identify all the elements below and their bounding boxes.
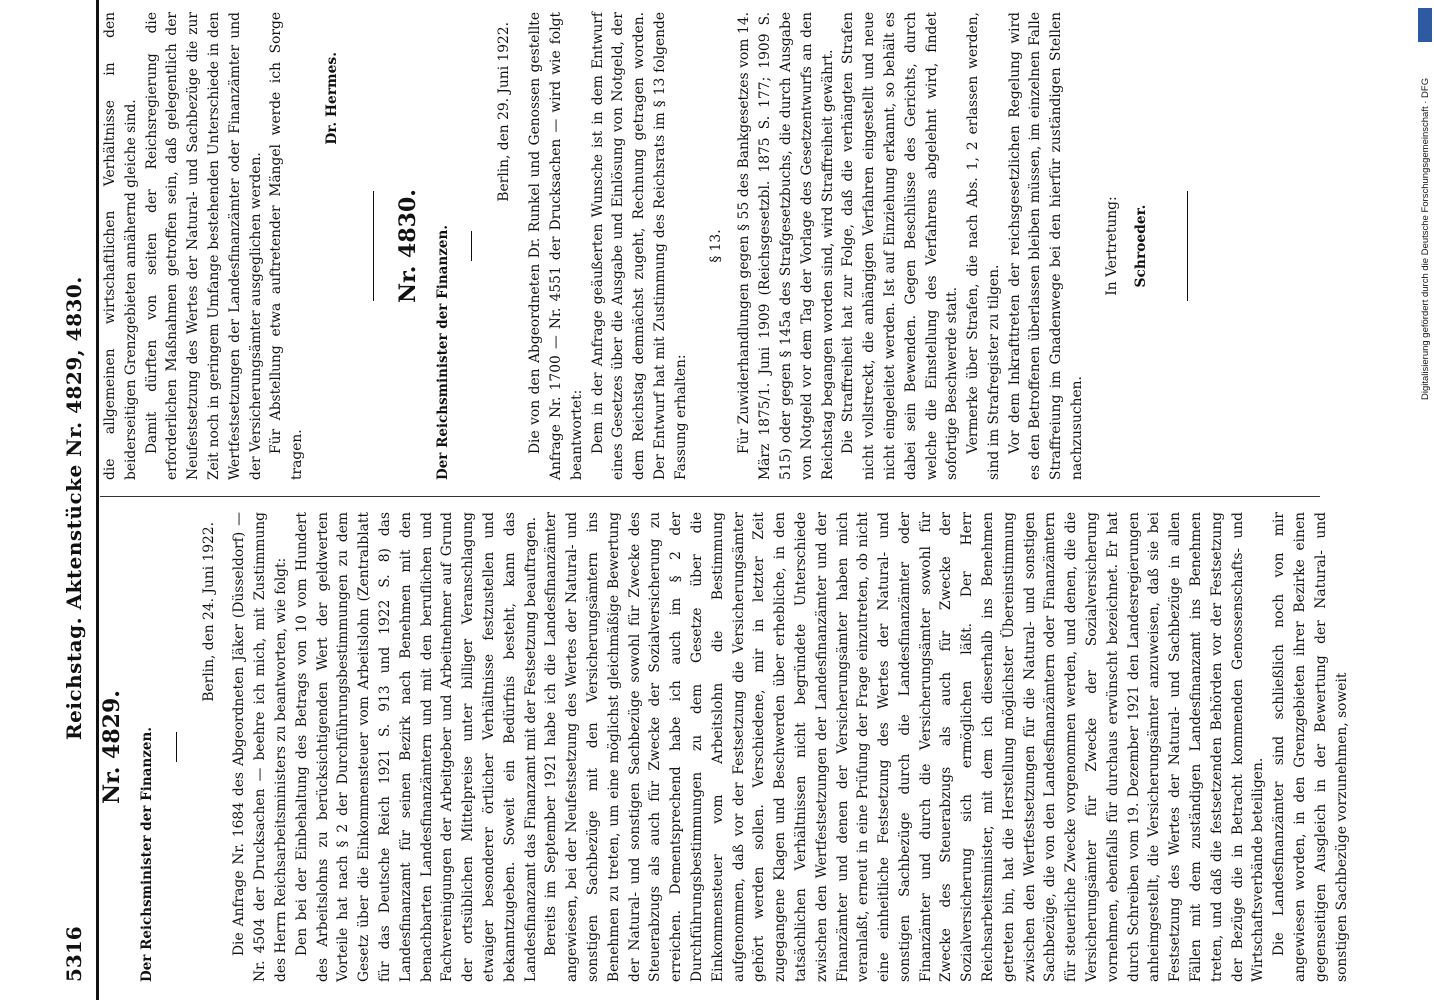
signature-intro: In Vertretung:	[1103, 196, 1120, 296]
page-title: Reichstag. Aktenstücke Nr. 4829, 4830.	[62, 276, 86, 740]
signature: Dr. Hermes.	[323, 52, 340, 145]
column-divider	[100, 496, 1320, 497]
paragraph: Die Anfrage Nr. 1684 des Abgeordneten Jäker (Düsseldorf) — Nr. 4504 der Drucksachen — beehre ich mich, mit Zustimmung des Herrn Reichsarbeitsministers zu beantworten, wie folgt:	[231, 512, 289, 982]
paragraph: Die von den Abgeordneten Dr. Runkel und Genossen gestellte Anfrage Nr. 1700 — Nr. 4551 der Drucksachen — wird wie folgt beantwortet:	[527, 12, 585, 480]
doc-sender: Der Reichsminister der Finanzen.	[434, 225, 451, 480]
header-rule	[96, 0, 99, 1000]
short-rule	[373, 191, 374, 301]
short-rule	[471, 231, 472, 261]
paragraph: Für Zuwiderhandlungen gegen § 55 des Bankgesetzes vom 14. März 1875/1. Juni 1909 (Reichsgesetzbl. 1875 S. 177; 1909 S. 515) oder gegen § 145a des Strafgesetzbuchs, die durch Ausgabe von Notgeld vor dem Tag der Vorlage des Gesetzentwurfs an den Reichstag begangen worden sind, wird Straffreiheit gewährt.	[736, 12, 836, 480]
paragraph: Den bei der Einbehaltung des Betrags von 10 vom Hundert des Arbeitslohns zu berücksichtigenden Wert der geldwerten Vorteile hat nach § 2 der Durchführungsbestimmungen zu dem Gesetz über die Einkommensteuer vom Arbeitslohn (Zentralblatt für das Deutsche Reich 1921 S. 913 und 1922 S. 8) das Landesfinanzamt für seinen Bezirk nach Benehmen mit den benachbarten Landesfinanzämtern und mit den beruflichen und Fachvereinigungen der Arbeitgeber und Arbeitnehmer auf Grund der ortsüblichen Mittelpreise unter billiger Veranschlagung etwaiger besonderer örtlicher Verhältnisse festzustellen und bekanntzugeben. Soweit ein Bedürfnis besteht, kann das Landesfinanzamt das Finanzamt mit der Festsetzung beauftragen.	[293, 512, 539, 982]
paragraph: die allgemeinen wirtschaftlichen Verhältnisse in den beiderseitigen Grenzgebieten annähernd gleiche sind.	[102, 12, 139, 480]
short-rule	[176, 732, 177, 762]
paragraph: Die Straffreiheit hat zur Folge, daß die verhängten Strafen nicht vollstreckt, die anhängigen Verfahren eingestellt und neue nicht eingeleitet werden. Ist auf Einziehung erkannt, so behält es dabei sein Bewenden. Gegen Beschlüsse des Gerichts, durch welche die Einstellung des Verfahrens abgelehnt wird, findet sofortige Beschwerde statt.	[840, 12, 961, 480]
credit-text: Digitalisierung gefördert durch die Deutsche Forschungsgemeinschaft · DFG	[1420, 77, 1431, 400]
page-header	[56, 0, 96, 1000]
section-heading: § 13.	[707, 229, 724, 263]
paragraph: Vor dem Inkrafttreten der reichsgesetzlichen Regelung wird es den Betroffenen überlassen bleiben müssen, im einzelnen Falle Straffreiung im Gnadenwege bei den hierfür zuständigen Stellen nachzusuchen.	[1006, 12, 1086, 480]
doc-number: Nr. 4830.	[394, 189, 421, 303]
paragraph: Dem in der Anfrage geäußerten Wunsche ist in dem Entwurf eines Gesetzes über die Ausgabe und Einlösung von Notgeld, der dem Reichstag demnächst zugeht, Rechnung getragen worden. Der Entwurf hat mit Zustimmung des Reichsrats im § 13 folgende Fassung erhalten:	[589, 12, 689, 480]
page-number: 5316	[62, 926, 86, 982]
paragraph: Damit dürften von seiten der Reichsregierung die erforderlichen Maßnahmen getroffen sein, daß gelegentlich der Neufestsetzung des Wertes der Natural- und Sachbezüge die zur Zeit noch in geringem Umfange bestehenden Unterschiede in den Wertfestsetzungen der Landesfinanzämter oder Finanzämter und der Versicherungsämter ausgeglichen werden.	[143, 12, 264, 480]
paragraph: Für Abstellung etwa auftretender Mängel werde ich Sorge tragen.	[268, 12, 306, 480]
paragraph: Die Landesfinanzämter sind schließlich noch von mir angewiesen worden, in den Grenzgebieten ihrer Bezirke einen gegenseitigen Ausgleich in der Bewertung der Natural- und sonstigen Sachbezüge vorzunehmen, soweit	[1271, 512, 1350, 982]
paragraph: Vermerke über Strafen, die nach Abs. 1, 2 erlassen werden, sind im Strafregister zu tilgen.	[965, 12, 1002, 480]
digitization-credit	[1418, 10, 1432, 990]
doc-date: Berlin, den 24. Juni 1922.	[200, 522, 217, 702]
column-right	[100, 12, 1188, 480]
paragraph: Bereits im September 1921 habe ich die Landesfinanzämter angewiesen, bei der Neufestsetzung des Wertes der Natural- und sonstigen Sachbezüge mit den Versicherungsämtern ins Benehmen zu treten, um eine möglichst gleichmäßige Bewertung der Natural- und sonstigen Sachbezüge sowohl für Zwecke des Steuerabzugs als auch für Zwecke der Sozialversicherung zu erreichen. Dementsprechend habe ich auch im § 2 der Durchführungsbestimmungen zu dem Gesetze über die Einkommensteuer vom Arbeitslohn die Bestimmung aufgenommen, daß vor der Festsetzung die Versicherungsämter gehört werden sollen. Verschiedene, mir in letzter Zeit zugegangene Klagen und Beschwerden über erhebliche, in den tatsächlichen Verhältnissen nicht begründete Unterschiede zwischen den Wertfestsetzungen der Landesfinanzämter und der Finanzämter und denen der Versicherungsämter haben mich veranlaßt, erneut in eine Prüfung der Frage einzutreten, ob nicht eine einheitliche Festsetzung des Wertes der Natural- und sonstigen Sachbezüge durch die Landesfinanzämter oder Finanzämter und durch die Versicherungsämter sowohl für Zwecke des Steuerabzugs als auch für Zwecke der Sozialversicherung sich ermöglichen läßt. Der Herr Reichsarbeitsminister, mit dem ich dieserhalb ins Benehmen getreten bin, hat die Herstellung möglichster Übereinstimmung zwischen den Wertfestsetzungen für die Natural- und sonstigen Sachbezüge, die von den Landesfinanzämtern oder Finanzämtern für steuerliche Zwecke vorgenommen werden, und denen, die die Versicherungsämter für Zwecke der Sozialversicherung vornehmen, ebenfalls für durchaus erwünscht bezeichnet. Er hat durch Schreiben vom 19. Dezember 1921 den Landesregierungen anheimgestellt, die Versicherungsämter anzuweisen, daß sie bei Festsetzung des Wertes der Natural- und Sachbezüge in allen Fällen mit dem zuständigen Landesfinanzamt ins Benehmen treten, und daß die festsetzenden Behörden vor der Festsetzung der Bezüge die in Betracht kommenden Genossenschafts- und Wirtschaftsverbände beteiligen.	[543, 512, 1267, 982]
signature: Schroeder.	[1132, 204, 1149, 288]
doc-number: Nr. 4829.	[99, 690, 125, 804]
doc-date: Berlin, den 29. Juni 1922.	[496, 22, 513, 202]
doc-sender: Der Reichsminister der Finanzen.	[138, 727, 155, 982]
column-left	[100, 512, 1352, 982]
end-rule	[1187, 191, 1188, 301]
